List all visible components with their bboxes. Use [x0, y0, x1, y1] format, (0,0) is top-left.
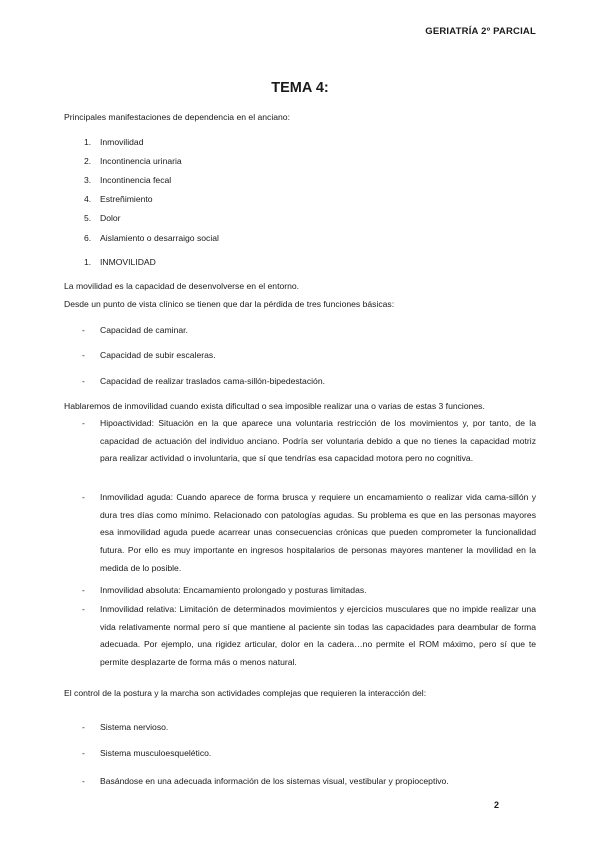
- bullet-text: Inmovilidad absoluta: Encamamiento prolongado y posturas limitadas.: [100, 585, 367, 595]
- list-number: 2.: [84, 156, 92, 166]
- bullet-item: [82, 325, 188, 335]
- bullet-text: Basándose en una adecuada información de los sistemas visual, vestibular y propioceptivo.: [100, 776, 449, 786]
- list-label: Dolor: [100, 213, 121, 223]
- bullet-item: [82, 748, 211, 758]
- bullet-paragraph: [82, 489, 536, 578]
- bullet-text: Capacidad de realizar traslados cama-sillón-bipedestación.: [100, 376, 325, 386]
- list-number: 3.: [84, 175, 92, 185]
- paragraph: Hablaremos de inmovilidad cuando exista dificultad o sea imposible realizar una o varias de estas 3 funciones.: [64, 401, 485, 411]
- paragraph: La movilidad es la capacidad de desenvolverse en el entorno.: [64, 281, 300, 291]
- list-label: Incontinencia urinaria: [100, 156, 182, 166]
- bullet-text: Sistema musculoesquelético.: [100, 748, 212, 758]
- list-item: [84, 213, 121, 223]
- list-item: [84, 233, 219, 243]
- bullet-dash: -: [82, 350, 85, 360]
- bullet-dash: -: [82, 722, 85, 732]
- paragraph: El control de la postura y la marcha son actividades complejas que requieren la interacción del:: [64, 688, 427, 698]
- bullet-dash: -: [82, 585, 85, 595]
- bullet-item: [82, 350, 216, 360]
- bullet-dash: -: [82, 776, 85, 786]
- bullet-dash: -: [82, 748, 85, 758]
- bullet-dash: -: [82, 492, 85, 502]
- section-label: INMOVILIDAD: [100, 257, 156, 267]
- list-item: [84, 194, 153, 204]
- bullet-text: Capacidad de caminar.: [100, 325, 188, 335]
- section-number: 1.: [84, 257, 92, 267]
- bullet-paragraph: [82, 582, 536, 600]
- bullet-text: Capacidad de subir escaleras.: [100, 350, 216, 360]
- list-label: Incontinencia fecal: [100, 175, 172, 185]
- bullet-text: Hipoactividad: Situación en la que aparece una voluntaria restricción de los movimientos y, por tanto, de la capacidad de actuación del individuo anciano. Podría ser voluntaria debido a que no tienes la capacidad motriz para realizar actividad o involuntaria, que sí que tendrías esa capacidad motora pero no cognitiva.: [100, 418, 536, 464]
- list-label: Estreñimiento: [100, 194, 153, 204]
- list-number: 6.: [84, 233, 92, 243]
- bullet-paragraph: [82, 601, 536, 672]
- list-number: 4.: [84, 194, 92, 204]
- list-number: 5.: [84, 213, 92, 223]
- page-title: TEMA 4:: [271, 80, 329, 96]
- bullet-item: [82, 722, 168, 732]
- list-number: 1.: [84, 137, 92, 147]
- intro-text: Principales manifestaciones de dependencia en el anciano:: [64, 112, 290, 122]
- list-item: [84, 175, 171, 185]
- list-label: Aislamiento o desarraigo social: [100, 233, 219, 243]
- running-header: GERIATRÍA 2º PARCIAL: [425, 26, 536, 37]
- bullet-dash: -: [82, 604, 85, 614]
- bullet-dash: -: [82, 418, 85, 428]
- paragraph: Desde un punto de vista clínico se tienen que dar la pérdida de tres funciones básicas:: [64, 299, 395, 309]
- list-label: Inmovilidad: [100, 137, 144, 147]
- list-item: [84, 137, 143, 147]
- bullet-dash: -: [82, 325, 85, 335]
- bullet-item: [82, 776, 449, 786]
- page-number: 2: [494, 800, 500, 810]
- bullet-text: Inmovilidad relativa: Limitación de determinados movimientos y ejercicios musculares que no impide realizar una vida relativamente normal pero sí que mantiene al paciente sin todas las capacidades para deambular de forma adecuada. Por ejemplo, una rigidez articular, dolor en la cadera…no permite el ROM máximo, pero sí que te permite desplazarte de forma más o menos natural.: [100, 604, 536, 668]
- bullet-paragraph: [82, 415, 536, 468]
- bullet-dash: -: [82, 376, 85, 386]
- bullet-text: Sistema nervioso.: [100, 722, 169, 732]
- list-item: [84, 156, 182, 166]
- bullet-text: Inmovilidad aguda: Cuando aparece de forma brusca y requiere un encamamiento o realizar vida cama-sillón y dura tres días como mínimo. Relacionado con patologías agudas. Su problema es que en las personas mayores esa inmovilidad aguda puede acarrear unas consecuencias crónicas que pueden comprometer la funcionalidad futura. Por ello es muy importante en ingresos hospitalarios de personas mayores mantener la movilidad en la medida de lo posible.: [100, 492, 536, 573]
- section-heading: [84, 257, 156, 267]
- bullet-item: [82, 376, 325, 386]
